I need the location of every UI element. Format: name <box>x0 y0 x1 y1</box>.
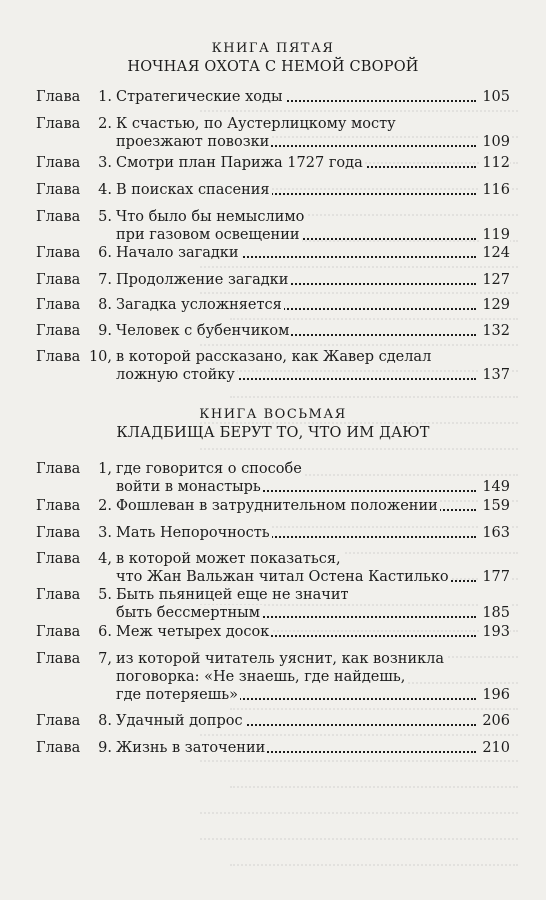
chapter-number: 3. <box>98 155 112 171</box>
chapter-title-line: Загадка усложняется <box>116 297 282 313</box>
chapter-label: Глава <box>36 272 81 288</box>
toc-entry <box>36 88 510 106</box>
toc-entry <box>36 550 510 586</box>
chapter-label: Глава <box>36 297 81 313</box>
chapter-title-line: проезжают повозки <box>116 134 270 150</box>
chapter-label: Глава <box>36 155 81 171</box>
chapter-title-line: Продолжение загадки <box>116 272 289 288</box>
chapter-label: Глава <box>36 245 81 261</box>
chapter-number: 8. <box>98 297 112 313</box>
page-number: 119 <box>482 227 510 243</box>
toc-entry <box>36 524 510 542</box>
chapter-title-line: в которой может показаться, <box>116 551 341 567</box>
chapter-number: 6. <box>98 624 112 640</box>
chapter-title-line: Удачный допрос <box>116 713 243 729</box>
page-number: 177 <box>482 569 510 585</box>
toc-entry <box>36 271 510 289</box>
toc-entry <box>36 208 510 244</box>
toc-entry <box>36 154 510 172</box>
chapter-number: 2. <box>98 498 112 514</box>
page-number: 109 <box>482 134 510 150</box>
book5-heading: КНИГА ПЯТАЯ <box>211 41 335 56</box>
chapter-title-line: поговорка: «Не знаешь, где найдешь, <box>116 669 406 685</box>
toc-entry <box>36 296 510 314</box>
page-number: 132 <box>482 323 510 339</box>
chapter-title-line: где потеряешь» <box>116 687 238 703</box>
chapter-label: Глава <box>36 498 81 514</box>
chapter-label: Глава <box>36 89 81 105</box>
chapter-label: Глава <box>36 349 81 365</box>
chapter-number: 3. <box>98 525 112 541</box>
chapter-title-line: при газовом освещении <box>116 227 300 243</box>
chapter-label: Глава <box>36 551 81 567</box>
chapter-number: 7, <box>98 651 112 667</box>
toc-entry <box>36 115 510 151</box>
page-number: 129 <box>482 297 510 313</box>
chapter-title-line: войти в монастырь <box>116 479 261 495</box>
page-number: 206 <box>482 713 510 729</box>
chapter-number: 9. <box>98 323 112 339</box>
page-number: 127 <box>482 272 510 288</box>
chapter-label: Глава <box>36 461 81 477</box>
chapter-title-line: В поисках спасения <box>116 182 270 198</box>
chapter-number: 2. <box>98 116 112 132</box>
toc-entry <box>36 244 510 262</box>
chapter-title-line: быть бессмертным <box>116 605 260 621</box>
chapter-title-line: К счастью, по Аустерлицкому мосту <box>116 116 396 132</box>
toc-entry <box>36 348 510 384</box>
chapter-label: Глава <box>36 651 81 667</box>
page-number: 159 <box>482 498 510 514</box>
toc-entry <box>36 586 510 622</box>
page-number: 193 <box>482 624 510 640</box>
chapter-title-line: ложную стойку <box>116 367 235 383</box>
toc-entry <box>36 497 510 515</box>
book5-subtitle: НОЧНАЯ ОХОТА С НЕМОЙ СВОРОЙ <box>127 59 419 75</box>
chapter-number: 7. <box>98 272 112 288</box>
chapter-title-line: Меж четырех досок <box>116 624 270 640</box>
page-number: 124 <box>482 245 510 261</box>
chapter-label: Глава <box>36 116 81 132</box>
page-number: 116 <box>482 182 510 198</box>
chapter-number: 8. <box>98 713 112 729</box>
toc-entry <box>36 712 510 730</box>
page-number: 137 <box>482 367 510 383</box>
chapter-label: Глава <box>36 713 81 729</box>
chapter-title-line: что Жан Вальжан читал Остена Кастилько <box>116 569 449 585</box>
chapter-title-line: Что было бы немыслимо <box>116 209 305 225</box>
page-number: 210 <box>482 740 510 756</box>
chapter-label: Глава <box>36 587 81 603</box>
chapter-number: 6. <box>98 245 112 261</box>
chapter-number: 4. <box>98 182 112 198</box>
chapter-title-line: Начало загадки <box>116 245 239 261</box>
chapter-title-line: Быть пьяницей еще не значит <box>116 587 349 603</box>
chapter-number: 5. <box>98 587 112 603</box>
page-number: 196 <box>482 687 510 703</box>
page-number: 185 <box>482 605 510 621</box>
chapter-title-line: в которой рассказано, как Жавер сделал <box>116 349 432 365</box>
chapter-number: 4, <box>98 551 112 567</box>
chapter-label: Глава <box>36 323 81 339</box>
chapter-number: 5. <box>98 209 112 225</box>
chapter-title-line: из которой читатель уяснит, как возникла <box>116 651 445 667</box>
chapter-label: Глава <box>36 525 81 541</box>
toc-entry <box>36 322 510 340</box>
chapter-title-line: Жизнь в заточении <box>116 740 266 756</box>
toc-entry <box>36 650 510 704</box>
book8-heading: КНИГА ВОСЬМАЯ <box>199 407 347 422</box>
book8-subtitle: КЛАДБИЩА БЕРУТ ТО, ЧТО ИМ ДАЮТ <box>116 425 430 441</box>
chapter-title-line: Фошлеван в затруднительном положении <box>116 498 438 514</box>
page-number: 149 <box>482 479 510 495</box>
chapter-number: 10, <box>88 349 112 365</box>
toc-entry <box>36 623 510 641</box>
chapter-number: 9. <box>98 740 112 756</box>
chapter-label: Глава <box>36 209 81 225</box>
toc-entry <box>36 739 510 757</box>
page-number: 112 <box>482 155 510 171</box>
page-number: 105 <box>482 89 510 105</box>
chapter-title-line: Стратегические ходы <box>116 89 283 105</box>
chapter-label: Глава <box>36 624 81 640</box>
chapter-label: Глава <box>36 740 81 756</box>
toc-entry <box>36 181 510 199</box>
chapter-title-line: где говорится о способе <box>116 461 302 477</box>
chapter-title-line: Человек с бубенчиком <box>116 323 290 339</box>
page-number: 163 <box>482 525 510 541</box>
chapter-label: Глава <box>36 182 81 198</box>
chapter-title-line: Мать Непорочность <box>116 525 270 541</box>
toc-entry <box>36 460 510 496</box>
chapter-title-line: Смотри план Парижа 1727 года <box>116 155 363 171</box>
chapter-number: 1, <box>98 461 112 477</box>
chapter-number: 1. <box>98 89 112 105</box>
